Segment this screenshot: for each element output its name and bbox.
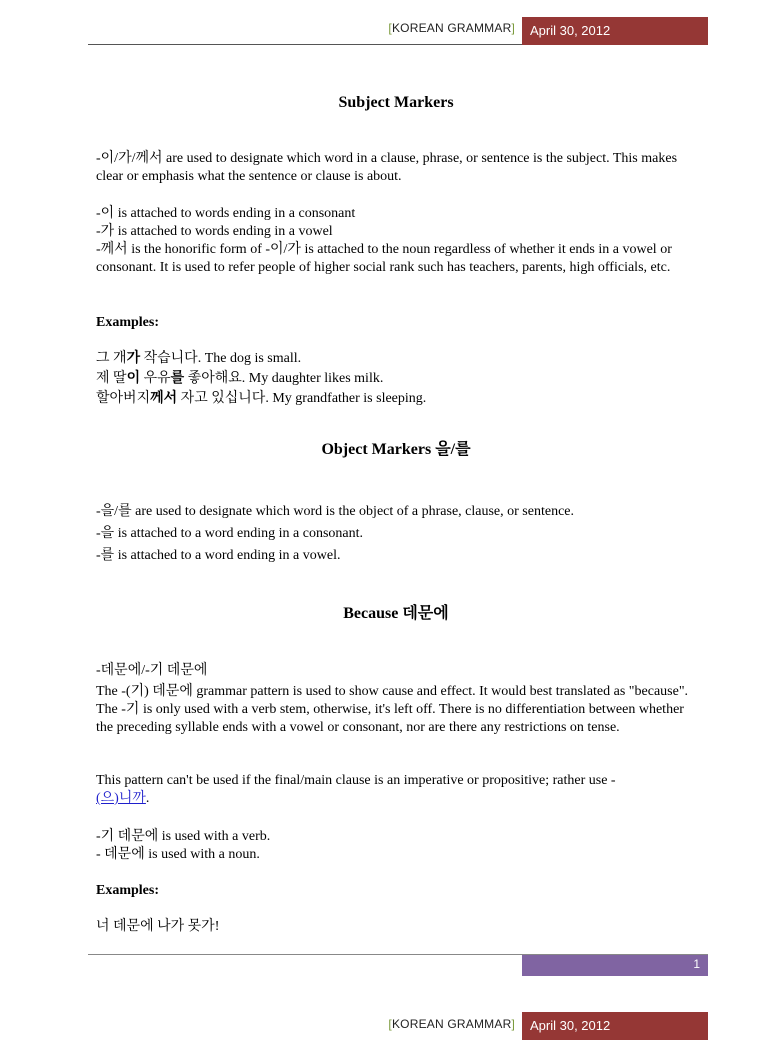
header-date: April 30, 2012 [530,23,611,38]
rule-line: -가 is attached to words ending in a vowel [96,224,333,239]
section-title-because: Because 데문에 [343,605,449,622]
next-page-header-title: [KOREAN GRAMMAR] [388,1017,515,1031]
rule-line: -를 is attached to a word ending in a vowel. [96,548,341,563]
rule-line: - 데문에 is used with a noun. [96,847,260,862]
header-rule [88,44,522,45]
header-bracket-close: ] [511,21,515,35]
header-date-box [522,17,708,45]
rule-line: -을 is attached to a word ending in a consonant. [96,526,364,541]
because-restriction-paragraph: This pattern can't be used if the final/main clause is an imperative or propositive; rather use - (으)니까. [96,773,616,806]
because-pattern: -데문에/-기 데문에 [96,663,208,678]
examples-label: Examples: [96,883,159,898]
page-number: 1 [693,957,700,971]
because-paragraph: The -(기) 데문에 grammar pattern is used to show cause and effect. It would best translated as "because". The -기 is only used with a verb stem, otherwise, it's left off. There is no differentiation between whether the preceding syllable ends with a vowel or consonant, nor are there any restrictions on tense. [96,684,689,735]
link-euni-kka[interactable]: (으)니까 [96,791,146,806]
example-line: 할아버지께서 자고 있십니다. My grandfather is sleeping. [96,391,427,406]
section-title-subject-markers: Subject Markers [338,94,454,111]
because-rules [96,828,696,864]
because-example: 너 데문에 나가 못가! [96,919,220,934]
rule-line: -께서 is the honorific form of -이/가 is attached to the noun regardless of whether it ends in a vowel or consonant. It is used to refer people of higher social rank such has teachers, parents, high officials, etc. [96,242,672,275]
subject-rules [96,205,696,277]
footer-page-box [522,955,708,976]
running-header-title [300,21,515,35]
example-line: 그 개가 작습니다. The dog is small. [96,351,302,366]
subject-examples [96,350,696,408]
rule-line: -이 is attached to words ending in a consonant [96,206,356,221]
object-rules [96,501,696,567]
examples-label: Examples: [96,315,159,330]
rule-line: -기 데문에 is used with a verb. [96,829,271,844]
section-title-object-markers: Object Markers 을/를 [321,441,471,458]
example-line: 제 딸이 우유를 좋아해요. My daughter likes milk. [96,371,384,386]
rule-line: -을/를 are used to designate which word is the object of a phrase, clause, or sentence. [96,504,575,519]
next-page-date-box: April 30, 2012 [522,1012,708,1040]
header-title: KOREAN GRAMMAR [391,21,512,35]
subject-intro-paragraph: -이/가/께서 are used to designate which word in a clause, phrase, or sentence is the subject. This makes clear or emphasis what the sentence or clause is about. [96,151,678,184]
header-bracket-open: [ [388,21,392,35]
